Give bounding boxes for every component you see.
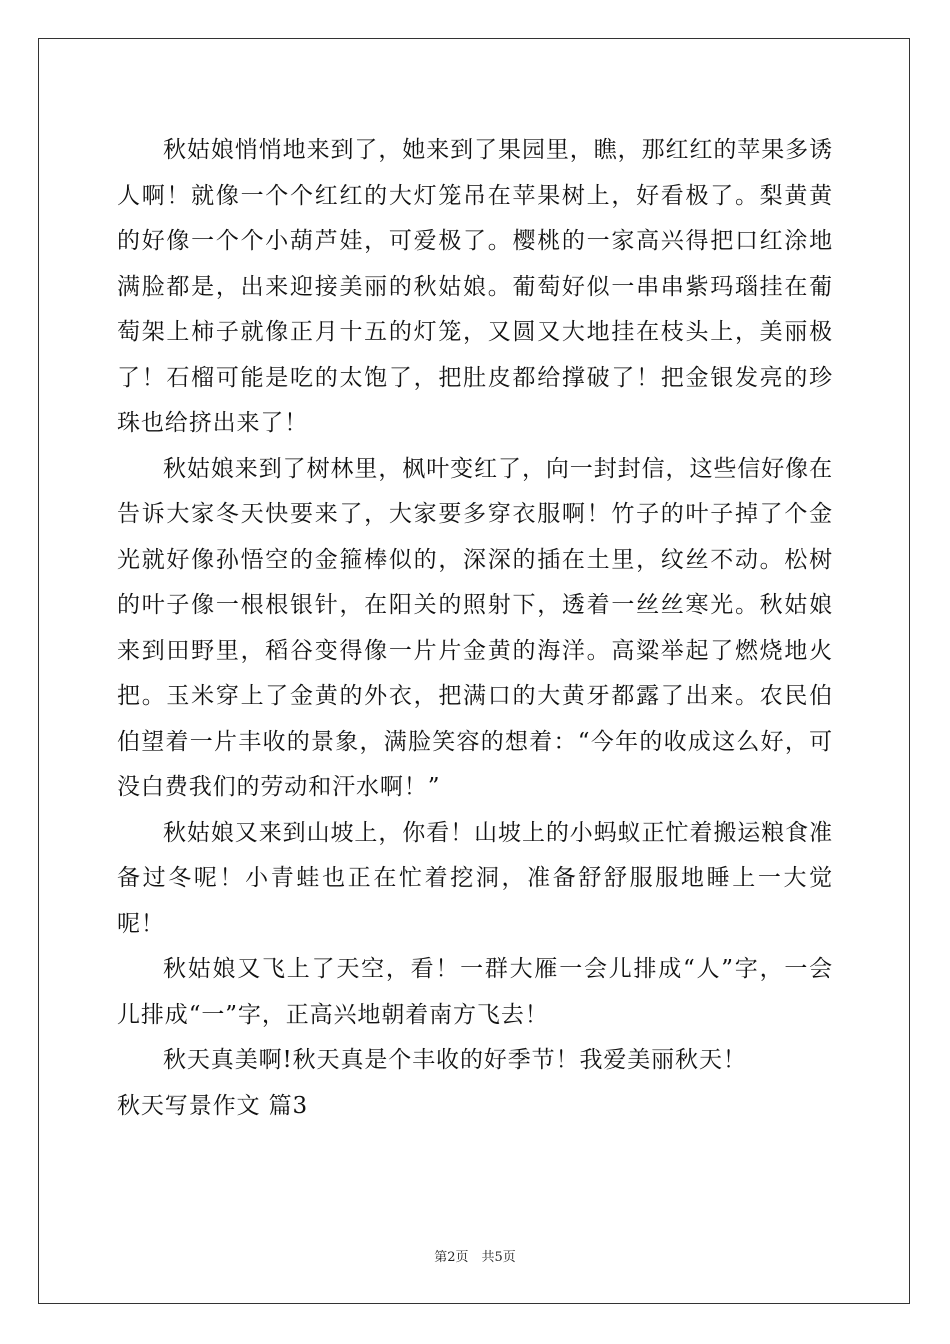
paragraph-orchard: 秋姑娘悄悄地来到了，她来到了果园里，瞧，那红红的苹果多诱人啊！就像一个个红红的大灯笼吊在苹果树上，好看极了。梨黄黄的好像一个个小葫芦娃，可爱极了。樱桃的一家高兴得把口红涂地满脸都是，出来迎接美丽的秋姑娘。葡萄好似一串串紫玛瑙挂在葡萄架上柿子就像正月十五的灯笼，又圆又大地挂在枝头上，美丽极了！石榴可能是吃的太饱了，把肚皮都给撑破了！把金银发亮的珍珠也给挤出来了！: [117, 137, 833, 436]
page-number-footer: 第2页 共5页: [434, 1250, 516, 1265]
paragraph-hillside: 秋姑娘又来到山坡上，你看！山坡上的小蚂蚁正忙着搬运粮食准备过冬呢！小青蛙也正在忙着挖洞，准备舒舒服服地睡上一大觉呢！: [117, 819, 833, 937]
paragraph-conclusion: 秋天真美啊!秋天真是个丰收的好季节！我爱美丽秋天！: [163, 1047, 747, 1073]
paragraph-sky: 秋姑娘又飞上了天空，看！一群大雁一会儿排成“人”字，一会儿排成“一”字，正高兴地朝着南方飞去！: [117, 956, 833, 1028]
paragraph-forest-field: 秋姑娘来到了树林里，枫叶变红了，向一封封信，这些信好像在告诉大家冬天快要来了，大家要多穿衣服啊！竹子的叶子掉了个金光就好像孙悟空的金箍棒似的，深深的插在土里，纹丝不动。松树的叶子像一根根银针，在阳关的照射下，透着一丝丝寒光。秋姑娘来到田野里，稻谷变得像一片片金黄的海洋。高粱举起了燃烧地火把。玉米穿上了金黄的外衣，把满口的大黄牙都露了出来。农民伯伯望着一片丰收的景象，满脸笑容的想着：“今年的收成这么好，可没白费我们的劳动和汗水啊！”: [117, 455, 833, 800]
document-body: [117, 128, 833, 1129]
section-heading: 秋天写景作文 篇3: [117, 1092, 309, 1119]
